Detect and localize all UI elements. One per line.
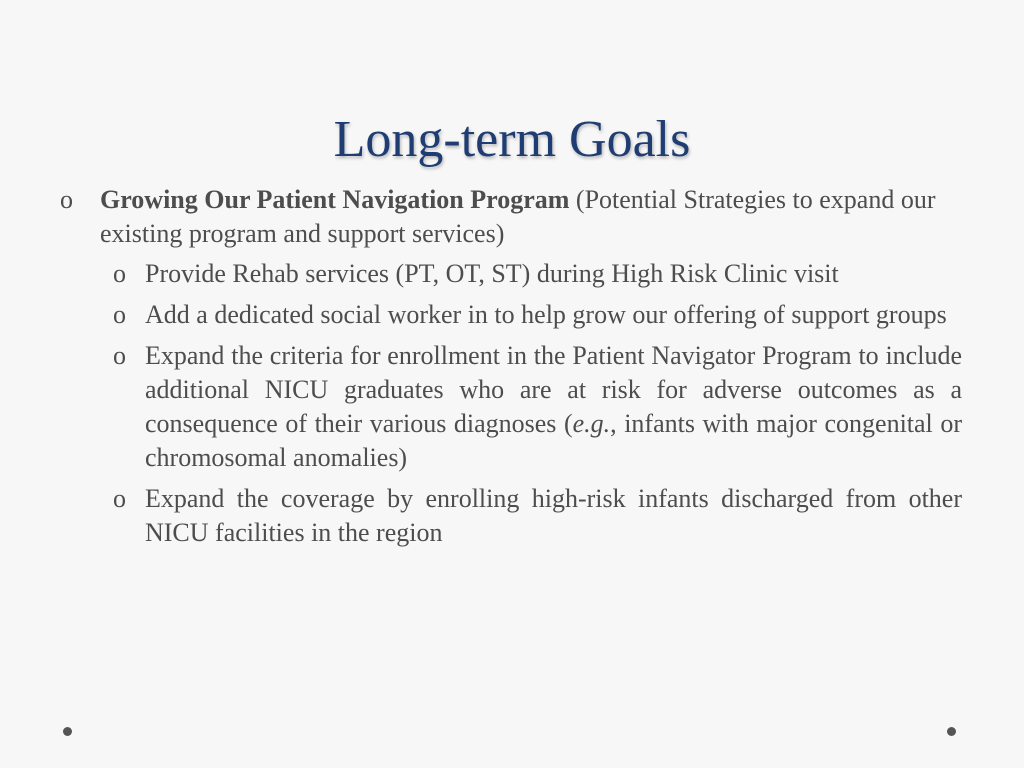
sub-bullet-rehab — [113, 257, 962, 291]
sub-point-text: Provide Rehab services (PT, OT, ST) during High Risk Clinic visit — [145, 259, 839, 288]
slide-title: Long-term Goals — [333, 111, 691, 168]
bullet-marker: o — [113, 259, 126, 288]
sub-bullet-list — [0, 257, 1024, 550]
bullet-marker: o — [113, 341, 126, 370]
main-bullet-point — [60, 183, 950, 251]
sub-point-text: Expand the coverage by enrolling high-risk infants discharged from other NICU facilities in the region — [145, 484, 962, 547]
sub-point-emphasis: e.g. — [572, 409, 611, 438]
decorative-dot-right — [947, 727, 956, 736]
sub-bullet-criteria — [113, 339, 962, 475]
bullet-marker: o — [113, 300, 126, 329]
decorative-dot-left — [63, 727, 72, 736]
main-point-lead: Growing Our Patient Navigation Program — [100, 185, 570, 214]
sub-point-text-after: , infants with major congenital or chromosomal anomalies) — [145, 409, 962, 472]
sub-bullet-coverage — [113, 482, 962, 550]
sub-bullet-social-worker — [113, 298, 962, 332]
bullet-marker: o — [60, 185, 73, 214]
main-point-rest: (Potential Strategies to expand our existing program and support services) — [100, 185, 936, 248]
sub-point-text: Add a dedicated social worker in to help grow our offering of support groups — [145, 300, 947, 329]
slide-content — [0, 183, 1024, 557]
sub-point-text-before: Expand the criteria for enrollment in the Patient Navigator Program to include additional NICU graduates who are at risk for adverse outcomes as a consequence of their various diagnoses ( — [145, 341, 962, 438]
bullet-marker: o — [113, 484, 126, 513]
